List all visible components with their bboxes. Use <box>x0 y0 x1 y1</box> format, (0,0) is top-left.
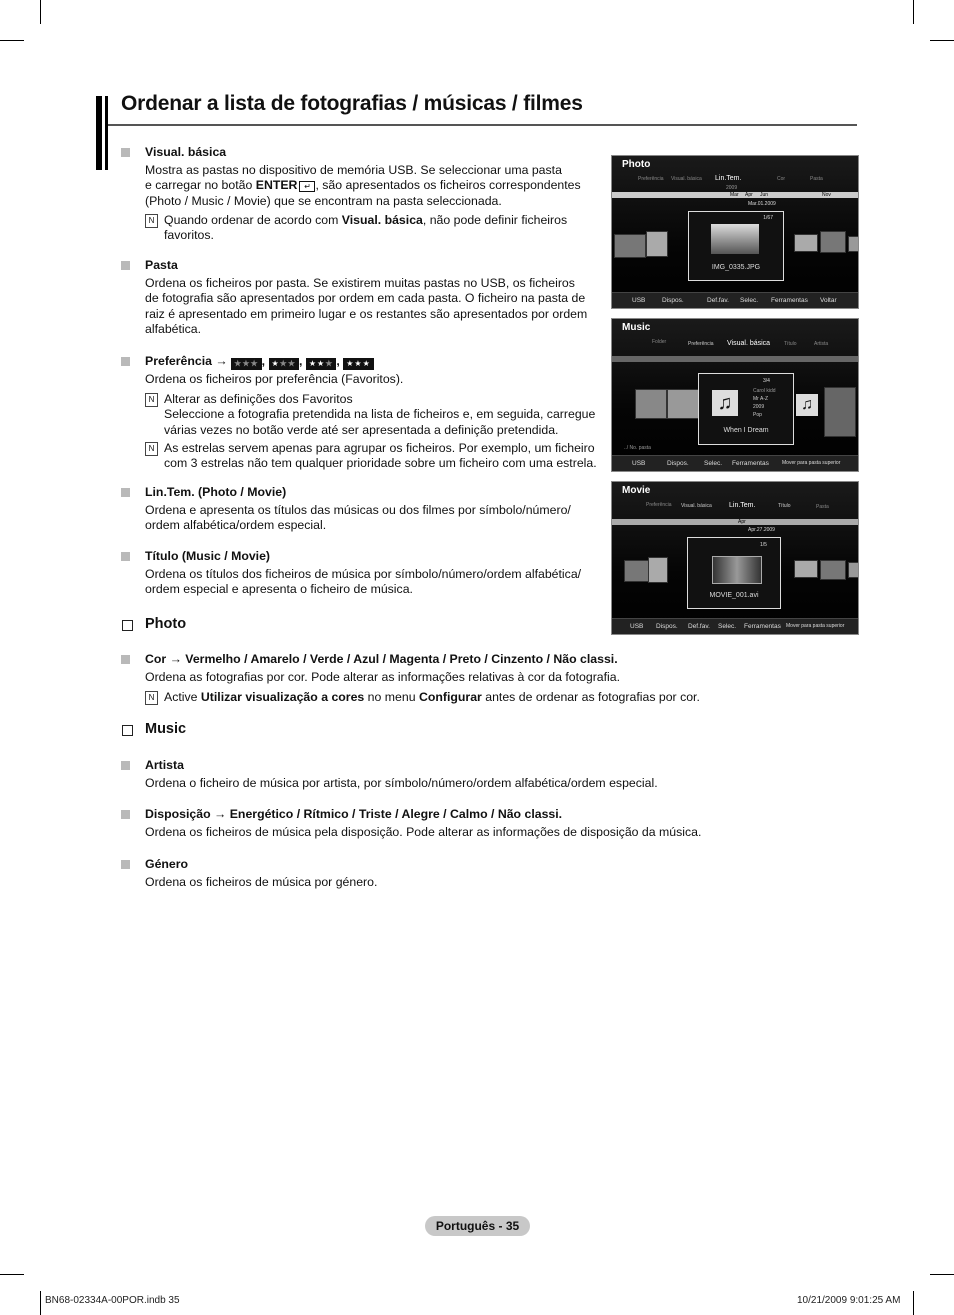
thumbnail <box>624 560 650 582</box>
footer-selec: Selec. <box>704 460 723 467</box>
page-title: Ordenar a lista de fotografias / músicas / filmes <box>121 92 583 115</box>
screen-footer <box>612 618 858 634</box>
thumbnail <box>794 560 818 578</box>
crop-mark <box>930 1274 954 1275</box>
item-body: Ordena e apresenta os títulos das músicas ou dos filmes por símbolo/número/ ordem alfabética/ordem especial. <box>145 503 571 533</box>
music-note-icon: ♫ <box>796 394 818 416</box>
thumbnail <box>646 231 668 257</box>
note-icon: N <box>145 214 158 228</box>
file-name: MOVIE_001.avi <box>709 592 759 599</box>
selected-movie-card[interactable] <box>687 537 781 609</box>
screen-footer <box>612 292 858 308</box>
tab-preferencia: Preferência <box>638 176 664 182</box>
tab-folder: Folder <box>652 339 667 345</box>
note-text: Quando ordenar de acordo com Visual. básica, não pode definir ficheiros favoritos. <box>164 213 568 243</box>
thumbnail <box>820 560 846 580</box>
footer-ferramentas: Ferramentas <box>732 460 769 467</box>
date-label: Mar.01.2009 <box>748 201 776 207</box>
month-label: Apr <box>738 519 746 525</box>
section-heading: Photo <box>145 616 187 632</box>
music-note-icon: ♫ <box>712 390 738 416</box>
item-heading: Cor → Vermelho / Amarelo / Verde / Azul / Magenta / Preto / Cinzento / Não classi. <box>145 652 618 666</box>
footer-mover: Mover para pasta superior <box>782 460 841 466</box>
footer-dispos: Dispos. <box>662 297 684 304</box>
file-name: When I Dream <box>723 427 769 434</box>
tab-preferencia: Preferência <box>688 341 714 347</box>
item-body: Ordena os ficheiros por preferência (Favoritos). <box>145 372 404 386</box>
month-label: Jun <box>760 192 769 198</box>
tab-preferencia: Preferência <box>646 502 672 508</box>
screen-title: Movie <box>622 485 651 496</box>
thumbnail <box>824 387 856 437</box>
item-heading: Visual. básica <box>145 145 227 159</box>
thumbnail <box>614 234 646 258</box>
footer-usb: USB <box>630 623 644 630</box>
tab-visual: Visual. básica <box>671 176 702 182</box>
note-icon: N <box>145 691 158 705</box>
date-label: Apr.27.2009 <box>748 527 775 533</box>
item-heading: Género <box>145 857 189 871</box>
footer-usb: USB <box>632 297 646 304</box>
checkbox-square-icon <box>122 725 133 736</box>
tab-pasta: Pasta <box>810 176 823 182</box>
tab-pasta: Pasta <box>816 504 829 510</box>
note-text: As estrelas servem apenas para agrupar os ficheiros. Por exemplo, um ficheiro com 3 estrelas não tem qualquer prioridade sobre um ficheiro com uma estrela. <box>164 441 597 471</box>
no-folder-label: ../ No. pasta <box>624 445 651 451</box>
tab-visual: Visual. básica <box>681 503 712 509</box>
footer-selec: Selec. <box>740 297 759 304</box>
item-heading: Disposição → Energético / Rítmico / Triste / Alegre / Calmo / Não classi. <box>145 807 563 821</box>
month-label: Mar <box>730 192 739 198</box>
screen-title: Photo <box>622 159 651 170</box>
folder-thumbnail <box>667 389 699 419</box>
stars-2-icon: ★★★ <box>306 358 337 370</box>
tab-titulo: Título <box>784 341 797 347</box>
crop-mark <box>930 40 954 41</box>
crop-mark <box>40 0 41 24</box>
thumbnail <box>794 234 818 252</box>
body-line: (Photo / Music / Movie) que se encontram na pasta seleccionada. <box>145 193 502 208</box>
tab-cor: Cor <box>777 176 786 182</box>
year-label: 2009 <box>726 185 738 191</box>
item-body: Ordena os ficheiros por pasta. Se existirem muitas pastas no USB, os ficheiros de fotografia são apresentados por ordem em cada pasta. O ficheiro na pasta de raiz é apresentado em primeiro lugar e os restantes são apresentados por ordem alfabética. <box>145 276 588 336</box>
section-heading: Music <box>145 721 187 737</box>
crop-mark <box>913 0 914 24</box>
item-body <box>145 163 581 209</box>
screenshot-music <box>611 318 859 472</box>
footer-voltar: Voltar <box>820 297 837 304</box>
bullet-square-icon <box>121 261 130 270</box>
checkbox-square-icon <box>122 620 133 631</box>
crop-mark <box>0 40 24 41</box>
item-body: Ordena os ficheiros de música pela disposição. Pode alterar as informações de disposição da música. <box>145 825 702 839</box>
item-body: Ordena o ficheiro de música por artista, por símbolo/número/ordem alfabética/ordem especial. <box>145 776 658 790</box>
bullet-square-icon <box>121 488 130 497</box>
item-body: Ordena os ficheiros de música por género. <box>145 875 378 889</box>
meta-album: Mr A-Z <box>753 396 768 402</box>
meta-artist: Carol kidd <box>753 388 776 394</box>
footer-dispos: Dispos. <box>667 460 689 467</box>
item-heading: Pasta <box>145 258 178 272</box>
bullet-square-icon <box>121 860 130 869</box>
screen-title: Music <box>622 322 651 333</box>
body-line: e carregar no botão ENTER ↵ , são apresentados os ficheiros correspondentes <box>145 178 581 193</box>
timeline-strip <box>612 519 858 525</box>
stars-1-icon: ★★★ <box>269 358 300 370</box>
bullet-square-icon <box>121 148 130 157</box>
thumbnail <box>820 231 846 253</box>
note-text: Alterar as definições dos Favoritos Seleccione a fotografia pretendida na lista de ficheiros e, em seguida, carregue várias vezes no botão verde até ser apresentada a definição pretendida. <box>164 392 596 437</box>
note-text: Active Utilizar visualização a cores no menu Configurar antes de ordenar as fotografias por cor. <box>164 690 700 704</box>
selected-photo-card[interactable] <box>688 211 784 281</box>
thumbnail <box>848 236 859 252</box>
footer-ferramentas: Ferramentas <box>744 623 781 630</box>
thumbnail <box>648 557 668 583</box>
tab-visual: Visual. básica <box>727 340 771 347</box>
counter: 1/67 <box>763 215 773 221</box>
title-accent-gap <box>102 96 105 170</box>
footer-ferramentas: Ferramentas <box>771 297 808 304</box>
stars-3-icon: ★★★ <box>343 358 374 370</box>
crop-mark <box>913 1291 914 1315</box>
tab-lintem: Lin.Tem. <box>729 502 756 509</box>
footer-mover: Mover para pasta superior <box>786 623 845 629</box>
meta-genre: Pop <box>753 412 762 418</box>
bullet-square-icon <box>121 552 130 561</box>
item-body: Ordena os títulos dos ficheiros de música por símbolo/número/ordem alfabética/ ordem especial e apresenta o ficheiro de música. <box>145 567 582 597</box>
tab-lintem: Lin.Tem. <box>715 175 742 182</box>
crop-mark <box>40 1291 41 1315</box>
bullet-square-icon <box>121 655 130 664</box>
item-heading: Lin.Tem. (Photo / Movie) <box>145 485 287 499</box>
body-line: Mostra as pastas no dispositivo de memória USB. Se seleccionar uma pasta <box>145 163 562 177</box>
month-label: Apr <box>745 192 753 198</box>
crop-mark <box>0 1274 24 1275</box>
movie-preview <box>712 556 762 584</box>
counter: 3/4 <box>763 378 770 384</box>
counter: 1/5 <box>760 542 767 548</box>
folder-thumbnail <box>635 389 667 419</box>
title-rule <box>108 124 857 126</box>
bullet-square-icon <box>121 357 130 366</box>
thumbnail <box>848 562 859 578</box>
screenshot-photo <box>611 155 859 309</box>
footer-deffav: Def.fav. <box>688 623 710 630</box>
screenshot-movie <box>611 481 859 635</box>
item-heading: Preferência → ★★★ , ★★★ , ★★★ , ★★★ <box>145 354 374 370</box>
item-heading: Título (Music / Movie) <box>145 549 271 563</box>
selected-music-card[interactable] <box>698 373 794 445</box>
footer-dispos: Dispos. <box>656 623 678 630</box>
footer-selec: Selec. <box>718 623 737 630</box>
item-heading: Artista <box>145 758 184 772</box>
tab-artista: Artista <box>814 341 829 347</box>
stars-0-icon: ★★★ <box>231 358 262 370</box>
month-label: Nov <box>822 192 831 198</box>
footer-file-label: BN68-02334A-00POR.indb 35 <box>45 1295 180 1306</box>
file-name: IMG_0335.JPG <box>711 264 761 271</box>
timeline-strip <box>612 356 858 362</box>
screen-footer <box>612 455 858 471</box>
photo-preview <box>711 224 759 254</box>
note-icon: N <box>145 393 158 407</box>
footer-deffav: Def.fav. <box>707 297 729 304</box>
meta-year: 2009 <box>753 404 765 410</box>
footer-timestamp: 10/21/2009 9:01:25 AM <box>797 1295 901 1306</box>
page-number: Português - 35 <box>425 1216 530 1236</box>
enter-icon: ↵ <box>299 181 315 192</box>
bullet-square-icon <box>121 761 130 770</box>
note-icon: N <box>145 442 158 456</box>
bullet-square-icon <box>121 810 130 819</box>
footer-usb: USB <box>632 460 646 467</box>
item-body: Ordena as fotografias por cor. Pode alterar as informações relativas à cor da fotografia. <box>145 670 621 684</box>
tab-titulo: Título <box>778 503 791 509</box>
